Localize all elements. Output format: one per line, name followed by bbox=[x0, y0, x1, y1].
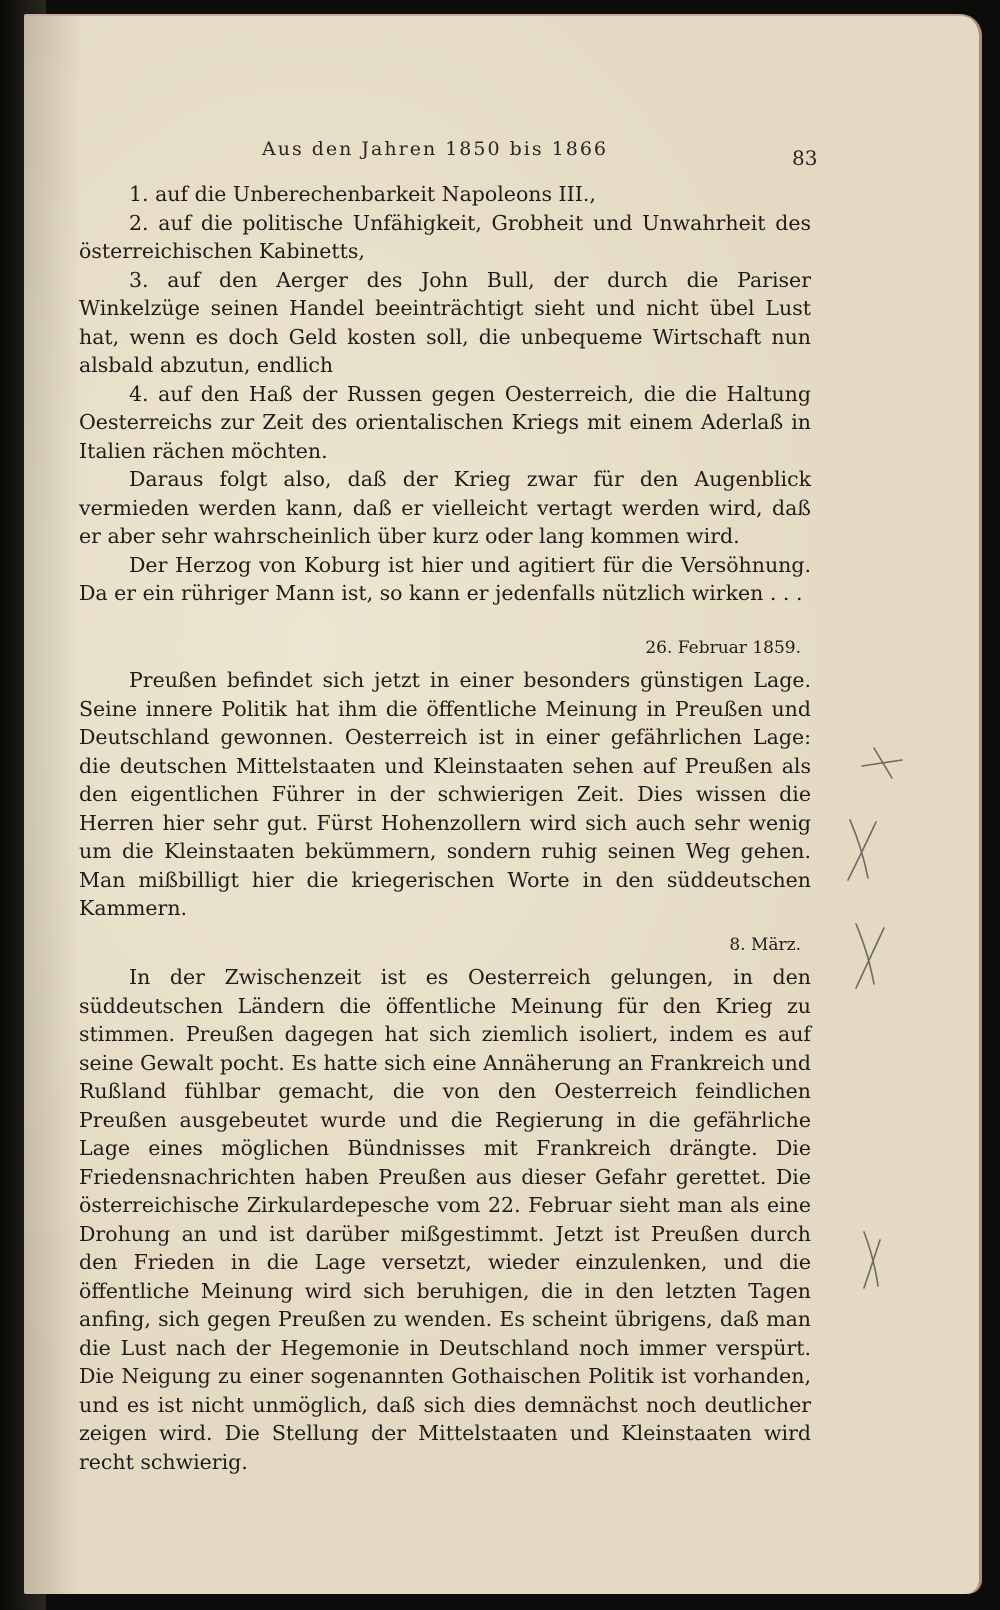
dateline-march: 8. März. bbox=[729, 934, 801, 955]
running-head: Aus den Jahren 1850 bis 1866 bbox=[262, 138, 608, 160]
dateline-february: 26. Februar 1859. bbox=[645, 637, 801, 658]
list-item-3: 3. auf den Aerger des John Bull, der durch die Pariser Winkelzüge seinen Handel beeinträchtigt sieht und nicht übel Lust hat, wenn es doch Geld kosten soll, die unbequeme Wirtschaft nun alsbald abzutun, endlich bbox=[79, 267, 811, 377]
list-item-4: 4. auf den Haß der Russen gegen Oesterreich, die die Haltung Oesterreichs zur Zeit des orientalischen Kriegs mit einem Aderlaß in Italien rächen möchten. bbox=[79, 381, 811, 463]
list-item-2: 2. auf die politische Unfähigkeit, Grobheit und Unwahrheit des österreichischen Kabinetts, bbox=[79, 210, 811, 263]
paragraph-koburg: Der Herzog von Koburg ist hier und agitiert für die Versöhnung. Da er ein rühriger Mann ist, so kann er jedenfalls nützlich wirken . . . bbox=[79, 552, 811, 605]
list-item-1: 1. auf die Unberechenbarkeit Napoleons III., bbox=[129, 182, 596, 206]
page-number: 83 bbox=[792, 146, 818, 170]
paragraph-prussia: Preußen befindet sich jetzt in einer besonders günstigen Lage. Seine innere Politik hat ihm die öffentliche Meinung in Preußen und Deutschland gewonnen. Oesterreich ist in einer gefährlichen Lage: die deutschen Mittelstaaten und Kleinstaaten sehen auf Preußen als den eigentlichen Führer in der schwierigen Zeit. Dies wissen die Herren hier sehr gut. Fürst Hohenzollern wird sich auch sehr wenig um die Kleinstaaten bekümmern, sondern ruhig seinen Weg gehen. Man mißbilligt hier die kriegerischen Worte in den süddeutschen Kammern. bbox=[79, 668, 811, 920]
paragraph-conclusion: Daraus folgt also, daß der Krieg zwar für den Augenblick vermieden werden kann, daß er vielleicht vertagt werden wird, daß er aber sehr wahrscheinlich über kurz oder lang kommen wird. bbox=[79, 467, 811, 548]
page-body bbox=[79, 180, 811, 1476]
paragraph-interim: In der Zwischenzeit ist es Oesterreich gelungen, in den süddeutschen Ländern die öffentliche Meinung für den Krieg zu stimmen. Preußen dagegen hat sich ziemlich isoliert, indem es auf seine Gewalt pocht. Es hatte sich eine Annäherung an Frankreich und Rußland fühlbar gemacht, die von den Oesterreich feindlichen Preußen ausgebeutet wurde und die Regierung in die gefährliche Lage eines möglichen Bündnisses mit Frankreich drängte. Die Friedensnachrichten haben Preußen aus dieser Gefahr gerettet. Die österreichische Zirkulardepesche vom 22. Februar sieht man als eine Drohung an und ist darüber mißgestimmt. Jetzt ist Preußen durch den Frieden in die Lage versetzt, wieder einzulenken, und die öffentliche Meinung wird sich beruhigen, die in den letzten Tagen anfing, sich gegen Preußen zu wenden. Es scheint übrigens, daß man die Lust nach der Hegemonie in Deutschland noch immer verspürt. Die Neigung zu einer sogenannten Gothaischen Politik ist vorhanden, und es ist nicht unmöglich, daß sich dies demnächst noch deutlicher zeigen wird. Die Stellung der Mittelstaaten und Kleinstaaten wird recht schwierig. bbox=[79, 965, 811, 1474]
